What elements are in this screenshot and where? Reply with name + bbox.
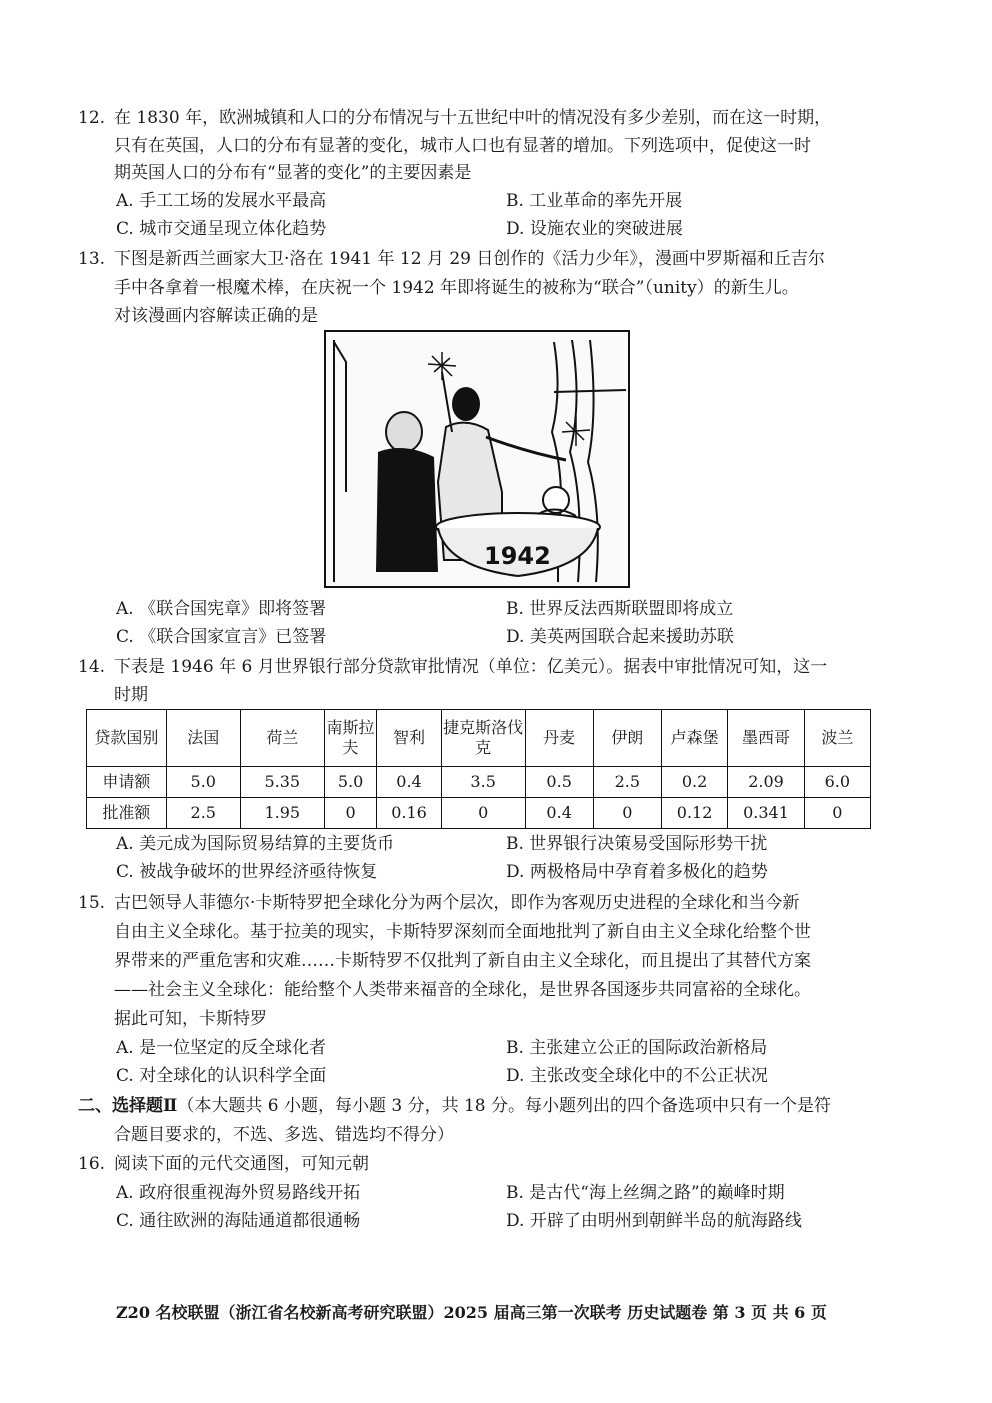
question-12-line-2: 只有在英国，人口的分布有显著的变化，城市人口也有显著的增加。下列选项中，促使这一时 bbox=[114, 136, 811, 156]
question-14-option-b: B. 世界银行决策易受国际形势干扰 bbox=[506, 834, 768, 854]
question-13-option-d: D. 美英两国联合起来援助苏联 bbox=[506, 627, 734, 647]
question-12-line-3: 期英国人口的分布有“显著的变化”的主要因素是 bbox=[114, 163, 472, 183]
table-header-row bbox=[87, 710, 871, 767]
table-header-cell: 贷款国别 bbox=[87, 710, 167, 767]
question-13-number: 13. bbox=[78, 249, 106, 269]
table-cell: 0 bbox=[441, 798, 525, 829]
section-2-instructions-line-2: 合题目要求的，不选、多选、错选均不得分） bbox=[114, 1125, 454, 1145]
question-16-line-1: 阅读下面的元代交通图，可知元朝 bbox=[114, 1154, 369, 1174]
question-12-option-c: C. 城市交通呈现立体化趋势 bbox=[116, 219, 327, 239]
table-cell: 5.35 bbox=[240, 767, 324, 798]
section-2-heading bbox=[78, 1094, 831, 1118]
question-16-option-d: D. 开辟了由明州到朝鲜半岛的航海路线 bbox=[506, 1211, 802, 1231]
question-14-option-d: D. 两极格局中孕育着多极化的趋势 bbox=[506, 862, 768, 882]
table-cell: 6.0 bbox=[804, 767, 870, 798]
table-cell: 0.5 bbox=[525, 767, 593, 798]
question-16-option-b: B. 是古代“海上丝绸之路”的巅峰时期 bbox=[506, 1183, 785, 1203]
question-15-option-c: C. 对全球化的认识科学全面 bbox=[116, 1066, 327, 1086]
loan-approval-table bbox=[86, 709, 871, 829]
question-15-option-d: D. 主张改变全球化中的不公正状况 bbox=[506, 1066, 768, 1086]
question-12-option-b: B. 工业革命的率先开展 bbox=[506, 191, 683, 211]
table-cell: 批准额 bbox=[87, 798, 167, 829]
question-14-option-c: C. 被战争破坏的世界经济亟待恢复 bbox=[116, 862, 378, 882]
question-16-option-c: C. 通往欧洲的海陆通道都很通畅 bbox=[116, 1211, 361, 1231]
table-cell: 5.0 bbox=[324, 767, 376, 798]
table-header-cell: 荷兰 bbox=[240, 710, 324, 767]
table-row bbox=[87, 798, 871, 829]
table-cell: 2.5 bbox=[166, 798, 240, 829]
page-footer: Z20 名校联盟（浙江省名校新高考研究联盟）2025 届高三第一次联考 历史试题卷 第 3 页 共 6 页 bbox=[116, 1303, 827, 1322]
question-12-line-1: 在 1830 年，欧洲城镇和人口的分布情况与十五世纪中叶的情况没有多少差别，而在这一时期， bbox=[114, 108, 832, 128]
section-2-instructions: （本大题共 6 小题，每小题 3 分，共 18 分。每小题列出的四个备选项中只有一个是符 bbox=[177, 1096, 832, 1116]
question-16-option-a: A. 政府很重视海外贸易路线开拓 bbox=[116, 1183, 361, 1203]
question-15-line-2: 自由主义全球化。基于拉美的现实，卡斯特罗深刻而全面地批判了新自由主义全球化给整个世 bbox=[114, 922, 811, 942]
cartoon-year-label: 1942 bbox=[484, 542, 551, 570]
table-cell: 3.5 bbox=[441, 767, 525, 798]
table-header-cell: 智利 bbox=[377, 710, 441, 767]
table-cell: 2.09 bbox=[728, 767, 804, 798]
question-15-option-b: B. 主张建立公正的国际政治新格局 bbox=[506, 1038, 768, 1058]
question-15-line-5: 据此可知，卡斯特罗 bbox=[114, 1009, 267, 1029]
question-12-option-a: A. 手工工场的发展水平最高 bbox=[116, 191, 327, 211]
table-header-cell: 伊朗 bbox=[593, 710, 661, 767]
cartoon-image bbox=[324, 330, 630, 588]
table-cell: 0.4 bbox=[525, 798, 593, 829]
question-13-option-b: B. 世界反法西斯联盟即将成立 bbox=[506, 599, 734, 619]
table-cell: 0.2 bbox=[661, 767, 727, 798]
question-13-option-c: C. 《联合国家宣言》已签署 bbox=[116, 627, 327, 647]
question-15-line-1: 古巴领导人菲德尔·卡斯特罗把全球化分为两个层次，即作为客观历史进程的全球化和当今新 bbox=[114, 893, 800, 913]
table-cell: 0.12 bbox=[661, 798, 727, 829]
question-13-line-1: 下图是新西兰画家大卫·洛在 1941 年 12 月 29 日创作的《活力少年》，漫画中罗斯福和丘吉尔 bbox=[114, 249, 825, 269]
question-14-number: 14. bbox=[78, 657, 106, 677]
table-header-cell: 丹麦 bbox=[525, 710, 593, 767]
table-cell: 0.4 bbox=[377, 767, 441, 798]
table-row bbox=[87, 767, 871, 798]
table-cell: 2.5 bbox=[593, 767, 661, 798]
question-16-number: 16. bbox=[78, 1154, 106, 1174]
question-13-line-3: 对该漫画内容解读正确的是 bbox=[114, 306, 318, 326]
table-header-cell: 捷克斯洛伐克 bbox=[441, 710, 525, 767]
question-14-line-1: 下表是 1946 年 6 月世界银行部分贷款审批情况（单位：亿美元）。据表中审批情况可知，这一 bbox=[114, 657, 828, 677]
question-15-number: 15. bbox=[78, 893, 106, 913]
table-header-cell: 墨西哥 bbox=[728, 710, 804, 767]
question-13-option-a: A. 《联合国宪章》即将签署 bbox=[116, 599, 327, 619]
table-header-cell: 卢森堡 bbox=[661, 710, 727, 767]
table-cell: 申请额 bbox=[87, 767, 167, 798]
table-header-cell: 南斯拉夫 bbox=[324, 710, 376, 767]
question-14-line-2: 时期 bbox=[114, 685, 148, 705]
question-15-option-a: A. 是一位坚定的反全球化者 bbox=[116, 1038, 327, 1058]
question-14-option-a: A. 美元成为国际贸易结算的主要货币 bbox=[116, 834, 395, 854]
table-header-cell: 波兰 bbox=[804, 710, 870, 767]
table-cell: 0.341 bbox=[728, 798, 804, 829]
table-cell: 0 bbox=[324, 798, 376, 829]
question-15-line-3: 界带来的严重危害和灾难……卡斯特罗不仅批判了新自由主义全球化，而且提出了其替代方案 bbox=[114, 951, 811, 971]
table-cell: 1.95 bbox=[240, 798, 324, 829]
question-13-line-2: 手中各拿着一根魔术棒，在庆祝一个 1942 年即将诞生的被称为“联合”（unity）的新生儿。 bbox=[114, 278, 799, 298]
question-15-line-4: ——社会主义全球化：能给整个人类带来福音的全球化，是世界各国逐步共同富裕的全球化。 bbox=[114, 980, 811, 1000]
table-cell: 5.0 bbox=[166, 767, 240, 798]
cartoon-drawing bbox=[326, 332, 628, 586]
section-2-title: 二、选择题Ⅱ bbox=[78, 1096, 178, 1116]
table-cell: 0.16 bbox=[377, 798, 441, 829]
table-cell: 0 bbox=[804, 798, 870, 829]
table-header-cell: 法国 bbox=[166, 710, 240, 767]
question-12-number: 12. bbox=[78, 108, 106, 128]
table-cell: 0 bbox=[593, 798, 661, 829]
question-12-option-d: D. 设施农业的突破进展 bbox=[506, 219, 683, 239]
